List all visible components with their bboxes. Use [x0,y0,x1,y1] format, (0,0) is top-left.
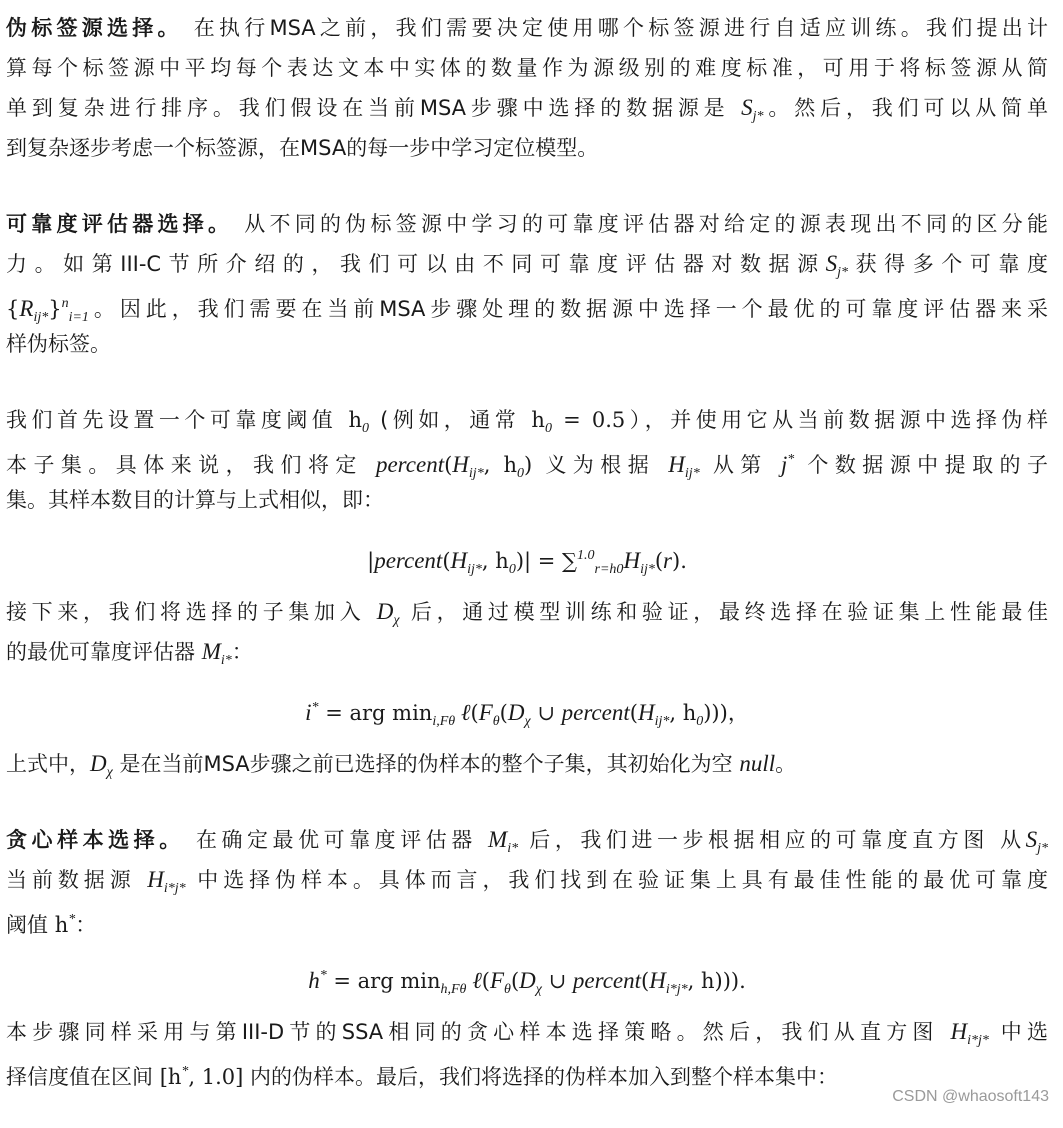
text-run: 。因此，我们需要在当前MSA步骤处理的数据源中选择一个最优的可靠度评估器来采 [88,297,1048,321]
section-heading: 伪标签源选择。 [6,16,183,40]
math-run: ℓ [466,968,482,993]
math-run: R [19,296,34,321]
math-run: 0 [508,562,516,577]
math-run: h [308,968,320,993]
math-run: i*j* [163,881,186,896]
text-line [6,284,1048,324]
math-run: | [367,549,375,573]
math-run: ij* [640,562,655,577]
paragraph [6,744,1048,784]
document-body [6,8,1048,1128]
math-run: ij* [684,466,700,481]
text-run: 单到复杂进行排序。我们假设在当前MSA步骤中选择的数据源是 [6,96,742,120]
text-line [6,128,1048,168]
text-line [6,1052,1048,1092]
text-run: 从不同的伪标签源中学习的可靠度评估器对给定的源表现出不同的区分能 [233,212,1048,236]
text-run: 获得多个可靠度 [848,252,1049,276]
text-line [6,8,1048,48]
text-run: 样伪标签。 [6,332,111,356]
text-run: 。然后，我们可以从简单 [763,96,1048,120]
math-run: )))， [703,701,749,725]
math-run: j [780,452,788,477]
text-run: 个数据源中提取的子 [794,453,1048,477]
paragraph [6,8,1048,168]
math-run: * [319,968,327,983]
text-line [6,244,1048,284]
math-run: { [6,297,20,321]
math-run: , h))). [687,969,746,993]
text-line [6,1012,1048,1052]
text-line [6,88,1048,128]
section-heading: 可靠度评估器选择。 [6,212,234,236]
equation [6,956,1048,996]
math-run: F [478,700,493,725]
text-run: 上式中， [6,752,90,776]
math-run: h [531,408,545,432]
math-run: , h [483,453,518,477]
section-heading: 贪心样本选择。 [6,828,185,852]
equation-line [6,536,1048,576]
text-run: 的最优可靠度评估器 [6,640,202,664]
math-run: j* [752,109,764,124]
math-run: j* [1037,841,1048,856]
math-run: ( [654,549,664,573]
math-run: χ [524,714,531,729]
paragraph [6,1012,1048,1092]
math-run: ( [499,701,508,725]
text-run: 后，我们进一步根据相应的可靠度直方图 从 [518,828,1026,852]
text-line [6,820,1048,860]
math-run: ( [510,969,520,993]
text-line [6,900,1048,940]
math-run: D [376,599,394,624]
text-run: 算每个标签源中平均每个表达文本中实体的数量作为源级别的难度标准，可用于将标签源从简 [6,56,1048,80]
text-run: 义为根据 [532,453,669,477]
text-run: 从第 [699,453,781,477]
math-run: percent [572,968,642,993]
math-run: , h [481,549,509,573]
text-run: 本子集。具体来说，我们将定 [6,453,376,477]
math-run: S [1025,827,1038,852]
text-run: (例如，通常 [369,408,532,432]
text-run: 中选 [988,1020,1048,1044]
text-line [6,744,1048,784]
paragraph [6,592,1048,672]
math-run: ( [442,549,451,573]
math-run: } [48,297,62,321]
math-run: S [741,95,753,120]
text-run: 接下来，我们将选择的子集加入 [6,600,377,624]
math-run: * [68,912,76,927]
text-run: 在确定最优可靠度评估器 [184,828,489,852]
math-run: = arg min [326,969,441,993]
math-run: i* [220,653,232,668]
math-run: i,Fθ [432,714,456,729]
text-line [6,440,1048,480]
math-run: θ [504,982,511,997]
math-run: D [519,968,536,993]
equation-line [6,956,1048,996]
math-run: H [649,968,666,993]
math-run: D [90,751,107,776]
math-run: M [201,639,221,664]
equation [6,536,1048,576]
math-run: , 1.0] [188,1065,244,1089]
text-line [6,48,1048,88]
text-run: 当前数据源 [6,868,148,892]
text-run: 力。如第III-C节所介绍的，我们可以由不同可靠度评估器对数据源 [6,252,826,276]
text-run: 择信度值在区间 [6,1065,160,1089]
math-run: H [950,1019,968,1044]
math-run: ij* [467,562,482,577]
math-run: ∪ [530,701,562,725]
math-run: ij* [468,466,484,481]
math-run: ) [524,453,533,477]
math-run: i* [507,841,519,856]
text-run: 本步骤同样采用与第III-D节的SSA相同的贪心样本选择策略。然后，我们从直方图 [6,1020,951,1044]
math-run: ( [481,969,490,993]
math-run: percent [561,700,630,725]
math-run: ( [470,701,479,725]
math-run: H [637,700,655,725]
text-run: 到复杂逐步考虑一个标签源，在MSA的每一步中学习定位模型。 [6,136,599,160]
paragraph [6,400,1048,520]
text-run: 是在当前MSA步骤之前已选择的伪样本的整个子集，其初始化为空 [112,752,740,776]
paragraph [6,204,1048,364]
math-run: = 0.5 [551,408,626,432]
math-run: ∪ [541,969,573,993]
text-run: 后，通过模型训练和验证，最终选择在验证集上性能最佳 [399,600,1048,624]
math-run: r [663,548,672,573]
math-run: 0 [517,466,525,481]
math-run: 0 [544,421,552,436]
math-run: ( [444,453,453,477]
text-run: 中选择伪样本。具体而言，我们找到在验证集上具有最佳性能的最优可靠度 [185,868,1048,892]
math-run: χ [106,765,113,780]
text-run: ），并使用它从当前数据源中选择伪样 [625,408,1048,432]
math-run: D [507,700,525,725]
math-run: ( [629,701,638,725]
text-line [6,400,1048,440]
text-line [6,204,1048,244]
math-run: θ [492,714,500,729]
math-run: χ [535,982,542,997]
math-run: i*j* [665,982,688,997]
math-run: ( [641,969,650,993]
math-run: H [450,548,468,573]
math-run: H [668,452,685,477]
math-run: 1.0 [577,548,595,563]
math-run: i*j* [967,1033,989,1048]
equation [6,688,1048,728]
math-run: 0 [696,714,704,729]
text-run: 。 [775,752,797,776]
text-line [6,592,1048,632]
math-run: S [825,251,838,276]
text-line [6,860,1048,900]
math-run: percent [374,548,443,573]
math-run: * [181,1064,189,1079]
math-run: h,Fθ [440,982,467,997]
math-run: 0 [362,421,369,436]
math-run: i=1 [68,310,89,325]
math-run: r=h0 [594,562,624,577]
math-run: j* [837,265,849,280]
text-run: 内的伪样本。最后，我们将选择的伪样本加入到整个样本集中： [243,1065,839,1089]
text-line [6,324,1048,364]
math-run: h [348,408,362,432]
math-run: n [61,296,69,311]
math-run: ℓ [455,700,471,725]
math-run: χ [393,613,400,628]
text-run: 在执行MSA之前，我们需要决定使用哪个标签源进行自适应训练。我们提出计 [182,16,1048,40]
text-run: ： [231,640,253,664]
math-run: * [787,452,795,467]
math-run: * [311,700,319,715]
math-run: [h [159,1065,182,1089]
math-run: i [305,700,312,725]
text-run: 阈值 [6,913,55,937]
math-run: H [452,452,469,477]
math-run: H [623,548,641,573]
math-run: F [489,968,505,993]
math-run: , h [669,701,697,725]
equation-line [6,688,1048,728]
paragraph [6,820,1048,940]
text-run: 我们首先设置一个可靠度阈值 [6,408,349,432]
text-run: 集。其样本数目的计算与上式相似，即： [6,488,384,512]
math-run: ij* [654,714,670,729]
math-run: H [147,867,164,892]
math-run: ). [672,549,687,573]
math-run: M [488,827,508,852]
math-run: h [54,913,69,937]
watermark: CSDN @whaosoft143 [892,1088,1049,1105]
math-run: ij* [33,310,49,325]
math-run: = arg min [318,701,433,725]
math-run: null [739,751,776,776]
math-run: percent [375,452,445,477]
math-run: )| = ∑ [515,549,578,573]
text-run: ： [75,913,97,937]
text-line [6,480,1048,520]
text-line [6,632,1048,672]
